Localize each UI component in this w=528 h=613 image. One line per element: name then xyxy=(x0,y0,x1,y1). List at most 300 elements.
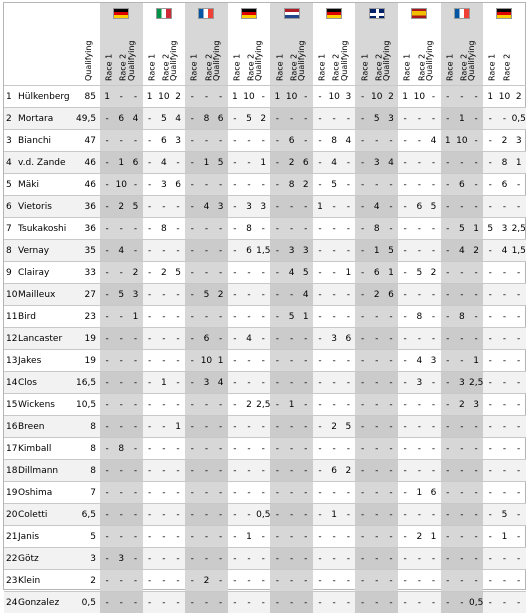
session-points: - xyxy=(228,218,242,240)
session-points: 1 xyxy=(426,526,440,548)
session-points: 1 xyxy=(455,108,469,130)
session-points: 3 xyxy=(455,372,469,394)
session-points: - xyxy=(398,504,412,526)
session-points: - xyxy=(512,174,526,196)
session-points: - xyxy=(285,526,299,548)
session-points: 6 xyxy=(157,130,171,152)
session-points: 1 xyxy=(100,86,114,108)
session-points: - xyxy=(341,548,355,570)
session-points: - xyxy=(384,394,398,416)
session-points: - xyxy=(455,592,469,613)
session-points: - xyxy=(327,262,341,284)
session-points: - xyxy=(469,284,483,306)
driver-name: Dillmann xyxy=(18,460,76,482)
session-points: - xyxy=(497,350,511,372)
session-points: - xyxy=(171,438,185,460)
session-points: 4 xyxy=(341,130,355,152)
session-points: 2 xyxy=(327,416,341,438)
session-points: 4 xyxy=(412,350,426,372)
session-points: - xyxy=(313,108,327,130)
session-points: 10 xyxy=(455,130,469,152)
total-points: 6,5 xyxy=(76,504,100,526)
session-label: Race 1 xyxy=(445,54,454,81)
session-points: - xyxy=(469,174,483,196)
session-points: - xyxy=(469,526,483,548)
session-points: - xyxy=(512,438,526,460)
session-points: - xyxy=(270,438,284,460)
session-points: - xyxy=(497,372,511,394)
session-points: 6 xyxy=(426,482,440,504)
session-points: - xyxy=(398,438,412,460)
session-points: - xyxy=(100,130,114,152)
session-points: - xyxy=(384,372,398,394)
session-points: 2 xyxy=(256,108,270,130)
driver-row xyxy=(4,284,526,306)
session-points: - xyxy=(171,350,185,372)
session-points: 3 xyxy=(214,196,228,218)
session-points: - xyxy=(143,504,157,526)
session-points: - xyxy=(398,108,412,130)
session-points: - xyxy=(483,372,497,394)
session-header xyxy=(512,23,526,86)
session-label: Race 2 xyxy=(247,54,256,81)
session-points: - xyxy=(313,130,327,152)
session-points: - xyxy=(512,394,526,416)
session-label: Race 1 xyxy=(488,54,497,81)
session-points: - xyxy=(313,438,327,460)
session-points: - xyxy=(299,372,313,394)
session-points: - xyxy=(341,350,355,372)
session-points: - xyxy=(355,108,369,130)
session-points: - xyxy=(299,592,313,613)
driver-name: Wickens xyxy=(18,394,76,416)
session-points: - xyxy=(185,240,199,262)
session-points: - xyxy=(143,548,157,570)
session-points: 5 xyxy=(157,108,171,130)
session-points: 10 xyxy=(285,86,299,108)
session-points: 4 xyxy=(128,108,142,130)
session-points: - xyxy=(214,438,228,460)
driver-row xyxy=(4,174,526,196)
position: 22 xyxy=(4,548,18,570)
session-points: - xyxy=(426,174,440,196)
session-points: 10 xyxy=(370,86,384,108)
session-points: - xyxy=(157,196,171,218)
session-points: - xyxy=(455,86,469,108)
session-points: - xyxy=(270,328,284,350)
session-points: - xyxy=(143,152,157,174)
session-points: - xyxy=(256,328,270,350)
session-points: - xyxy=(270,526,284,548)
session-points: - xyxy=(441,482,455,504)
session-points: - xyxy=(412,328,426,350)
session-points: - xyxy=(313,152,327,174)
session-points: - xyxy=(171,460,185,482)
session-points: - xyxy=(228,482,242,504)
driver-name: Mortara xyxy=(18,108,76,130)
session-points: - xyxy=(285,416,299,438)
session-points: 2,5 xyxy=(256,394,270,416)
session-points: - xyxy=(242,570,256,592)
session-points: - xyxy=(355,328,369,350)
session-points: - xyxy=(398,306,412,328)
session-points: - xyxy=(128,350,142,372)
session-points: - xyxy=(426,548,440,570)
session-points: - xyxy=(327,482,341,504)
session-points: - xyxy=(483,108,497,130)
france-flag-icon xyxy=(454,8,470,19)
position: 2 xyxy=(4,108,18,130)
round-2-flag-cell xyxy=(143,3,186,23)
session-points: - xyxy=(214,306,228,328)
session-points: - xyxy=(441,86,455,108)
session-points: 3 xyxy=(497,218,511,240)
driver-row xyxy=(4,130,526,152)
session-points: - xyxy=(228,504,242,526)
session-points: - xyxy=(143,394,157,416)
session-points: - xyxy=(171,526,185,548)
session-points: 3 xyxy=(199,372,213,394)
session-points: - xyxy=(455,504,469,526)
driver-name: Bird xyxy=(18,306,76,328)
total-points: 36 xyxy=(76,218,100,240)
session-points: - xyxy=(185,262,199,284)
session-points: - xyxy=(299,526,313,548)
position: 17 xyxy=(4,438,18,460)
session-points: - xyxy=(426,394,440,416)
driver-row xyxy=(4,328,526,350)
session-points: - xyxy=(469,196,483,218)
session-points: - xyxy=(512,350,526,372)
session-points: - xyxy=(512,592,526,613)
session-label: Race 1 xyxy=(318,54,327,81)
session-points: - xyxy=(512,570,526,592)
session-points: - xyxy=(285,372,299,394)
session-points: 1 xyxy=(214,350,228,372)
session-points: - xyxy=(313,394,327,416)
session-points: - xyxy=(483,306,497,328)
session-points: - xyxy=(100,218,114,240)
session-points: - xyxy=(270,130,284,152)
session-label: Race 2 xyxy=(374,54,383,81)
session-points: 5 xyxy=(384,240,398,262)
session-points: - xyxy=(341,306,355,328)
session-points: - xyxy=(299,328,313,350)
session-points: - xyxy=(398,262,412,284)
session-points: - xyxy=(341,438,355,460)
session-points: - xyxy=(285,548,299,570)
session-points: - xyxy=(370,394,384,416)
session-points: 8 xyxy=(370,218,384,240)
session-points: - xyxy=(441,548,455,570)
spain-flag-icon xyxy=(411,8,427,19)
session-points: - xyxy=(100,460,114,482)
session-points: - xyxy=(327,526,341,548)
driver-name: Clos xyxy=(18,372,76,394)
session-points: - xyxy=(497,482,511,504)
position: 3 xyxy=(4,130,18,152)
session-points: - xyxy=(157,438,171,460)
session-points: - xyxy=(171,218,185,240)
session-points: 0,5 xyxy=(512,108,526,130)
session-points: 10 xyxy=(497,86,511,108)
session-label: Qualifying xyxy=(382,41,391,82)
session-points: 5 xyxy=(214,152,228,174)
session-points: - xyxy=(199,240,213,262)
session-points: 10 xyxy=(199,350,213,372)
session-points: - xyxy=(270,504,284,526)
session-points: - xyxy=(384,328,398,350)
total-points: 85 xyxy=(76,86,100,108)
session-points: - xyxy=(341,284,355,306)
session-points: - xyxy=(299,394,313,416)
session-points: - xyxy=(398,240,412,262)
session-points: - xyxy=(512,548,526,570)
session-points: - xyxy=(171,570,185,592)
session-points: 1 xyxy=(313,196,327,218)
session-points: - xyxy=(114,328,128,350)
session-points: - xyxy=(327,548,341,570)
netherlands-flag-icon xyxy=(284,8,300,19)
session-points: - xyxy=(455,570,469,592)
session-points: - xyxy=(285,482,299,504)
session-points: 1 xyxy=(157,372,171,394)
session-points: - xyxy=(313,372,327,394)
session-points: - xyxy=(285,570,299,592)
session-points: - xyxy=(313,548,327,570)
session-points: - xyxy=(313,328,327,350)
session-points: - xyxy=(128,372,142,394)
session-points: - xyxy=(214,86,228,108)
session-points: - xyxy=(285,592,299,613)
standings-panel xyxy=(3,2,526,590)
session-points: 0,5 xyxy=(256,504,270,526)
session-label: Race 2 xyxy=(459,54,468,81)
session-points: - xyxy=(483,328,497,350)
session-points: 5 xyxy=(497,504,511,526)
session-points: - xyxy=(100,504,114,526)
session-points: - xyxy=(412,438,426,460)
session-points: 1 xyxy=(341,262,355,284)
session-points: - xyxy=(114,460,128,482)
session-points: - xyxy=(214,526,228,548)
position: 9 xyxy=(4,262,18,284)
session-points: - xyxy=(426,284,440,306)
session-points: - xyxy=(469,306,483,328)
session-points: - xyxy=(384,438,398,460)
session-points: 5 xyxy=(327,174,341,196)
session-points: - xyxy=(114,218,128,240)
session-points: - xyxy=(455,482,469,504)
session-points: - xyxy=(469,152,483,174)
session-points: - xyxy=(185,592,199,613)
session-points: 1 xyxy=(483,86,497,108)
session-points: 3 xyxy=(299,240,313,262)
session-label: Qualifying xyxy=(84,41,93,82)
session-points: - xyxy=(299,460,313,482)
session-points: - xyxy=(143,240,157,262)
session-points: 10 xyxy=(327,86,341,108)
session-points: - xyxy=(185,328,199,350)
session-points: - xyxy=(370,416,384,438)
session-label: Race 1 xyxy=(275,54,284,81)
session-points: - xyxy=(171,394,185,416)
session-points: - xyxy=(270,152,284,174)
session-points: - xyxy=(426,372,440,394)
session-points: - xyxy=(441,592,455,613)
session-points: 5 xyxy=(370,108,384,130)
round-10-flag-cell xyxy=(483,3,526,23)
session-points: 8 xyxy=(327,130,341,152)
session-points: - xyxy=(171,548,185,570)
session-points: - xyxy=(100,394,114,416)
session-points: - xyxy=(285,218,299,240)
position: 21 xyxy=(4,526,18,548)
session-points: - xyxy=(327,372,341,394)
driver-row xyxy=(4,108,526,130)
session-points: - xyxy=(100,108,114,130)
driver-name: Janis xyxy=(18,526,76,548)
italy-flag-icon xyxy=(156,8,172,19)
session-points: - xyxy=(497,570,511,592)
session-points: 1 xyxy=(114,152,128,174)
session-points: - xyxy=(512,284,526,306)
session-points: - xyxy=(483,130,497,152)
driver-row xyxy=(4,592,526,613)
session-points: - xyxy=(441,460,455,482)
session-points: - xyxy=(299,350,313,372)
session-points: - xyxy=(384,218,398,240)
session-points: - xyxy=(256,372,270,394)
session-points: - xyxy=(441,438,455,460)
session-points: - xyxy=(270,460,284,482)
session-points: - xyxy=(469,262,483,284)
session-points: - xyxy=(256,218,270,240)
session-points: 8 xyxy=(157,218,171,240)
session-points: 6 xyxy=(128,152,142,174)
session-points: - xyxy=(214,218,228,240)
session-points: - xyxy=(327,196,341,218)
position: 8 xyxy=(4,240,18,262)
session-points: - xyxy=(228,130,242,152)
session-points: 5 xyxy=(483,218,497,240)
session-points: - xyxy=(128,526,142,548)
session-points: 4 xyxy=(199,196,213,218)
session-points: - xyxy=(327,350,341,372)
session-label: Race 1 xyxy=(232,54,241,81)
session-points: - xyxy=(398,482,412,504)
session-points: - xyxy=(398,196,412,218)
session-points: - xyxy=(199,416,213,438)
session-points: 2 xyxy=(341,460,355,482)
session-points: - xyxy=(242,174,256,196)
session-points: - xyxy=(483,350,497,372)
session-points: - xyxy=(327,394,341,416)
total-points: 47 xyxy=(76,130,100,152)
session-points: - xyxy=(128,328,142,350)
session-points: - xyxy=(185,284,199,306)
session-points: - xyxy=(143,130,157,152)
session-points: - xyxy=(455,196,469,218)
round-3-flag-cell xyxy=(185,3,228,23)
driver-row xyxy=(4,548,526,570)
session-points: - xyxy=(370,174,384,196)
session-points: - xyxy=(384,526,398,548)
session-points: 2 xyxy=(242,394,256,416)
session-label: Race 2 xyxy=(332,54,341,81)
total-points: 0,5 xyxy=(76,592,100,613)
session-points: - xyxy=(100,328,114,350)
session-points: - xyxy=(469,548,483,570)
total-points: 8 xyxy=(76,438,100,460)
session-points: - xyxy=(327,284,341,306)
total-points: 46 xyxy=(76,152,100,174)
session-points: 4 xyxy=(370,196,384,218)
session-points: - xyxy=(228,306,242,328)
session-points: - xyxy=(512,504,526,526)
session-points: - xyxy=(270,416,284,438)
driver-name: v.d. Zande xyxy=(18,152,76,174)
session-label: Qualifying xyxy=(339,41,348,82)
session-points: - xyxy=(441,328,455,350)
session-points: - xyxy=(114,130,128,152)
session-points: - xyxy=(157,284,171,306)
session-points: - xyxy=(355,394,369,416)
session-points: 8 xyxy=(285,174,299,196)
session-points: - xyxy=(256,548,270,570)
session-points: - xyxy=(469,482,483,504)
session-points: - xyxy=(426,108,440,130)
session-points: - xyxy=(185,372,199,394)
session-points: - xyxy=(512,460,526,482)
session-points: 2 xyxy=(199,570,213,592)
session-points: 1 xyxy=(497,526,511,548)
session-points: - xyxy=(214,328,228,350)
session-points: - xyxy=(214,130,228,152)
driver-row xyxy=(4,86,526,108)
session-points: - xyxy=(100,416,114,438)
session-points: - xyxy=(483,416,497,438)
session-points: - xyxy=(285,350,299,372)
session-label: Race 2 xyxy=(119,54,128,81)
session-points: - xyxy=(128,504,142,526)
session-points: 1 xyxy=(370,240,384,262)
session-points: 6 xyxy=(299,152,313,174)
driver-name: Tsukakoshi xyxy=(18,218,76,240)
session-points: - xyxy=(199,218,213,240)
total-points: 49,5 xyxy=(76,108,100,130)
session-points: - xyxy=(228,592,242,613)
session-points: 8 xyxy=(242,218,256,240)
session-points: - xyxy=(171,372,185,394)
session-points: - xyxy=(355,262,369,284)
driver-row xyxy=(4,218,526,240)
session-label: Race 1 xyxy=(147,54,156,81)
session-points: 5 xyxy=(199,284,213,306)
session-points: - xyxy=(497,460,511,482)
session-points: - xyxy=(242,130,256,152)
session-points: - xyxy=(256,526,270,548)
session-points: 1 xyxy=(441,130,455,152)
session-points: - xyxy=(242,372,256,394)
session-points: - xyxy=(199,548,213,570)
session-points: - xyxy=(228,284,242,306)
session-points: - xyxy=(398,350,412,372)
driver-row xyxy=(4,570,526,592)
driver-row xyxy=(4,306,526,328)
session-label: Race 2 xyxy=(502,54,511,81)
session-points: - xyxy=(143,592,157,613)
